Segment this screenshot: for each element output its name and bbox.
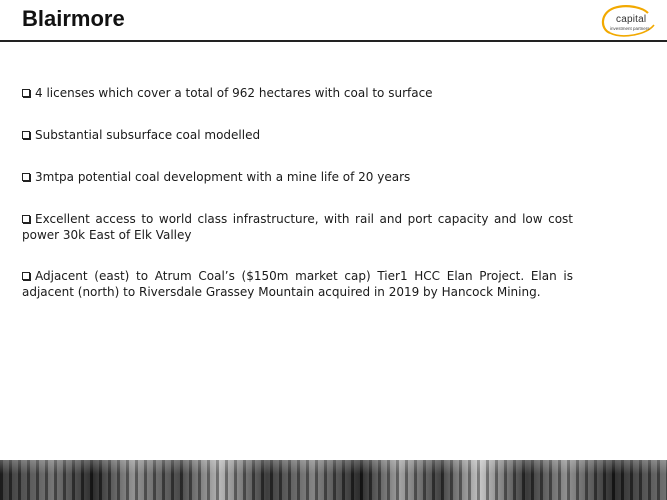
footer-photo-strip [0, 460, 667, 500]
bullet-text: Excellent access to world class infrastructure, with rail and port capacity and low cost power 30k East of Elk Valley [22, 212, 573, 242]
checkbox-bullet-icon [22, 131, 30, 139]
bullet-item [22, 211, 573, 243]
logo-tagline: investment partners [610, 26, 650, 31]
checkbox-bullet-icon [22, 215, 30, 223]
slide-title: Blairmore [22, 6, 125, 31]
bullet-text: 3mtpa potential coal development with a mine life of 20 years [35, 170, 411, 184]
bullet-text: Substantial subsurface coal modelled [35, 128, 261, 142]
bullet-item [22, 268, 573, 300]
capital-logo [596, 3, 662, 39]
bullet-item [22, 85, 573, 101]
logo-wordmark: capital [616, 14, 647, 25]
bullet-text: Adjacent (east) to Atrum Coal’s ($150m market cap) Tier1 HCC Elan Project. Elan is adjacent (north) to Riversdale Grassey Mountain acquired in 2019 by Hancock Mining. [22, 269, 573, 299]
bullet-text: 4 licenses which cover a total of 962 hectares with coal to surface [35, 86, 433, 100]
bullet-item [22, 169, 573, 185]
bullet-item [22, 127, 573, 143]
title-divider [0, 40, 667, 42]
checkbox-bullet-icon [22, 272, 30, 280]
checkbox-bullet-icon [22, 173, 30, 181]
checkbox-bullet-icon [22, 89, 30, 97]
